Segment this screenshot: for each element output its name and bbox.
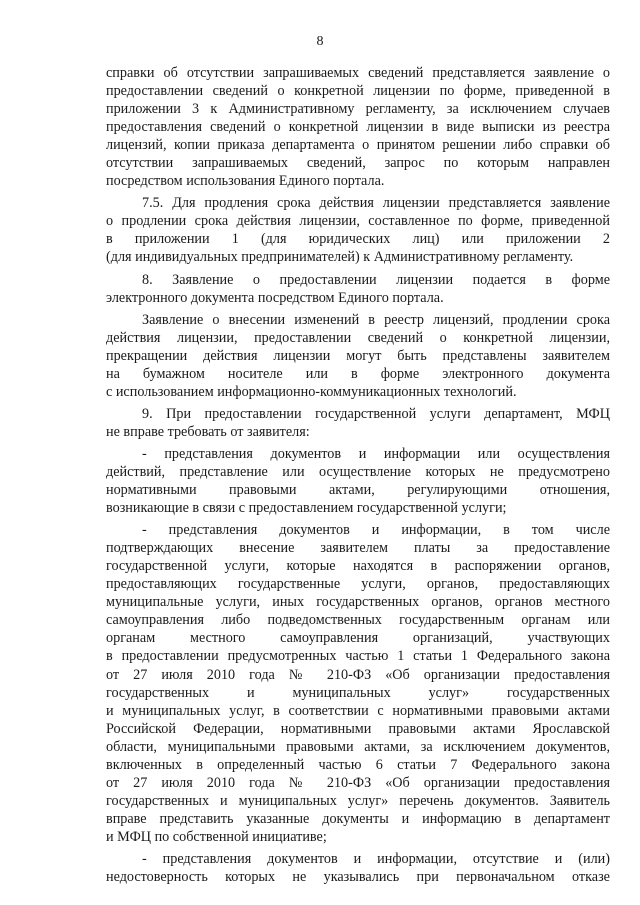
- text-line: 7.5. Для продления срока действия лицензии представляется заявление: [142, 195, 610, 212]
- text-line: недостоверность которых не указывались при первоначальном отказе: [106, 869, 610, 886]
- text-line: лицензий, копии приказа департамента о принятом решении либо справки об: [106, 137, 610, 154]
- text-line: - представления документов и информации или осуществления: [142, 445, 610, 462]
- text-line: в приложении 1 (для юридических лиц) или приложении 2: [106, 231, 610, 248]
- text-line: государственных и муниципальных услуг» перечень документов. Заявитель: [106, 792, 610, 809]
- text-line: о продлении срока действия лицензии, составленное по форме, приведенной: [106, 213, 610, 230]
- text-line: нормативными правовыми актами, регулирующими отношения,: [106, 482, 610, 499]
- page-number: 8: [316, 34, 324, 49]
- text-line: предоставляющих государственные услуги, органов, предоставляющих: [106, 576, 610, 593]
- text-line: - представления документов и информации, в том числе: [142, 522, 610, 539]
- text-line: посредством использования Единого портала.: [106, 173, 385, 190]
- text-line: 9. При предоставлении государственной услуги департамент, МФЦ: [142, 405, 610, 422]
- text-line: - представления документов и информации, отсутствие и (или): [142, 850, 610, 867]
- text-line: и МФЦ по собственной инициативе;: [106, 828, 327, 845]
- document-body: [106, 64, 610, 886]
- text-line: государственной услуги, которые находятся в распоряжении органов,: [106, 558, 610, 575]
- text-line: действий, представление или осуществление которых не предусмотрено: [106, 463, 610, 480]
- text-line: и муниципальных услуг, в соответствии с нормативными правовыми актами: [106, 702, 610, 719]
- paragraph: [106, 445, 610, 517]
- paragraph: [106, 64, 610, 190]
- text-line: (для индивидуальных предпринимателей) к Административному регламенту.: [106, 249, 574, 266]
- text-line: в предоставлении предусмотренных частью 1 статьи 1 Федерального закона: [106, 648, 610, 665]
- text-line: 8. Заявление о предоставлении лицензии подается в форме: [142, 271, 610, 288]
- paragraph: [106, 521, 610, 846]
- text-line: Заявление о внесении изменений в реестр лицензий, продлении срока: [142, 311, 610, 328]
- paragraph: [106, 405, 610, 441]
- text-line: предоставления сведений о конкретной лицензии в виде выписки из реестра: [106, 119, 610, 136]
- text-line: включенных в определенный частью 6 статьи 7 Федерального закона: [106, 756, 610, 773]
- text-line: справки об отсутствии запрашиваемых сведений представляется заявление о: [106, 65, 610, 81]
- text-line: на бумажном носителе или в форме электронного документа: [106, 365, 610, 382]
- paragraph: [106, 850, 610, 886]
- text-line: отсутствии запрашиваемых сведений, запрос по которым направлен: [106, 155, 610, 172]
- text-line: с использованием информационно-коммуникационных технологий.: [106, 383, 517, 400]
- text-line: самоуправления либо подведомственных государственным органам или: [106, 612, 610, 629]
- text-line: муниципальные услуги, иных государственных органов, органов местного: [106, 594, 610, 611]
- text-line: вправе представить указанные документы и информацию в департамент: [106, 810, 610, 827]
- text-line: не вправе требовать от заявителя:: [106, 423, 310, 440]
- paragraph: [106, 311, 610, 401]
- text-line: прекращении действия лицензии могут быть представлены заявителем: [106, 347, 610, 364]
- text-line: Российской Федерации, нормативными правовыми актами Ярославской: [106, 720, 610, 737]
- text-line: возникающие в связи с предоставлением государственной услуги;: [106, 500, 507, 517]
- text-line: предоставлении сведений о конкретной лицензии по форме, приведенной в: [106, 83, 610, 100]
- text-line: от 27 июля 2010 года № 210-ФЗ «Об организации предоставления: [106, 774, 610, 791]
- text-line: подтверждающих внесение заявителем платы за предоставление: [106, 540, 610, 557]
- text-line: приложении 3 к Административному регламенту, за исключением случаев: [106, 101, 610, 118]
- text-line: электронного документа посредством Единого портала.: [106, 289, 444, 306]
- paragraph: [106, 271, 610, 307]
- text-line: действия лицензии, предоставлении сведений о конкретной лицензии,: [106, 329, 610, 346]
- text-line: области, муниципальными правовыми актами, за исключением документов,: [106, 738, 610, 755]
- text-line: от 27 июля 2010 года № 210-ФЗ «Об организации предоставления: [106, 666, 610, 683]
- text-line: государственных и муниципальных услуг» государственных: [106, 684, 610, 701]
- text-line: органам местного самоуправления организаций, участвующих: [106, 630, 610, 647]
- paragraph: [106, 194, 610, 266]
